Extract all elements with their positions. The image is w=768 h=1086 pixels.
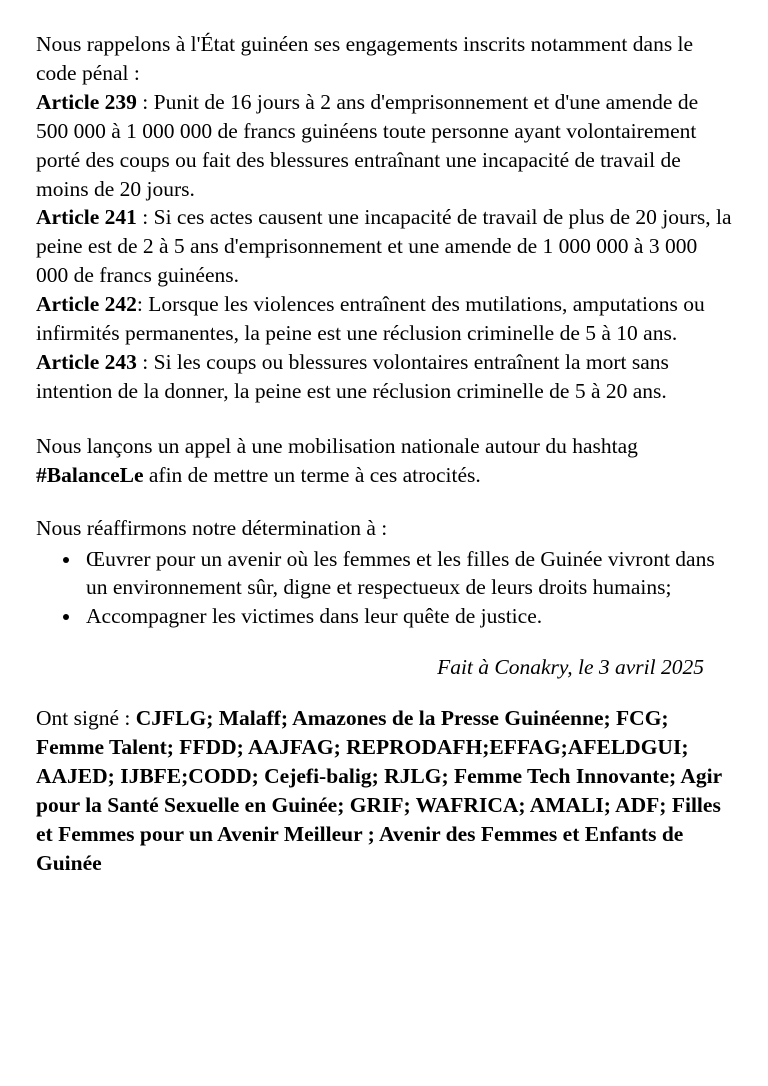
article-label: Article 242 (36, 292, 137, 317)
intro-paragraph: Nous rappelons à l'État guinéen ses engagements inscrits notamment dans le code pénal : (36, 32, 694, 85)
signatories-names: CJFLG; Malaff; Amazones de la Presse Guinéenne; FCG; Femme Talent; FFDD; AAJFAG; REPRODAFH;EFFAG;AFELDGUI; AAJED; IJBFE;CODD; Cejefi-balig; RJLG; Femme Tech Innovante; Agir pour la Santé Sexuelle en Guinée; GRIF; WAFRICA; AMALI; ADF; Filles et Femmes pour un Avenir Meilleur ; Avenir des Femmes et Enfants de Guinée (36, 706, 722, 875)
article-text: : Punit de 16 jours à 2 ans d'emprisonnement et d'une amende de 500 000 à 1 000 000 de francs guinéens toute personne ayant volontairement porté des coups ou fait des blessures entraînant une incapacité de travail de moins de 20 jours. (36, 89, 699, 201)
article-entry (36, 290, 732, 348)
hashtag-balancele: #BalanceLe (36, 462, 144, 487)
article-text: : Si ces actes causent une incapacité de travail de plus de 20 jours, la peine est de 2 à 5 ans d'emprisonnement et une amende de 1 000 000 à 3 000 000 de francs guinéens. (36, 205, 732, 288)
article-text: : Lorsque les violences entraînent des mutilations, amputations ou infirmités permanentes, la peine est une réclusion criminelle de 5 à 10 ans. (36, 292, 705, 346)
cta-text-after: afin de mettre un terme à ces atrocités. (143, 462, 481, 487)
spacer (36, 631, 732, 655)
spacer (36, 680, 732, 704)
article-entry (36, 348, 732, 406)
cta-text-before: Nous lançons un appel à une mobilisation nationale autour du hashtag (36, 433, 638, 458)
article-label: Article 239 (36, 89, 137, 114)
article-label: Article 241 (36, 205, 137, 230)
place-and-date: Fait à Conakry, le 3 avril 2025 (437, 655, 704, 680)
penal-code-articles (36, 88, 732, 406)
article-entry (36, 203, 732, 290)
call-to-action-paragraph (36, 432, 732, 490)
signatories-block (36, 704, 732, 877)
signatories-label: Ont signé : (36, 706, 136, 731)
determination-intro: Nous réaffirmons notre détermination à : (36, 515, 388, 540)
article-entry (36, 88, 732, 204)
list-item: • Œuvrer pour un avenir où les femmes et les filles de Guinée vivront dans un environnement sûr, digne et respectueux de leurs droits humains; (82, 545, 732, 603)
commitments-list (36, 545, 732, 632)
article-text: : Si les coups ou blessures volontaires entraînent la mort sans intention de la donner, la peine est une réclusion criminelle de 5 à 20 ans. (36, 349, 669, 403)
list-item: • Accompagner les victimes dans leur quête de justice. (82, 602, 732, 631)
spacer (36, 490, 732, 514)
spacer (36, 406, 732, 432)
article-label: Article 243 (36, 349, 137, 374)
